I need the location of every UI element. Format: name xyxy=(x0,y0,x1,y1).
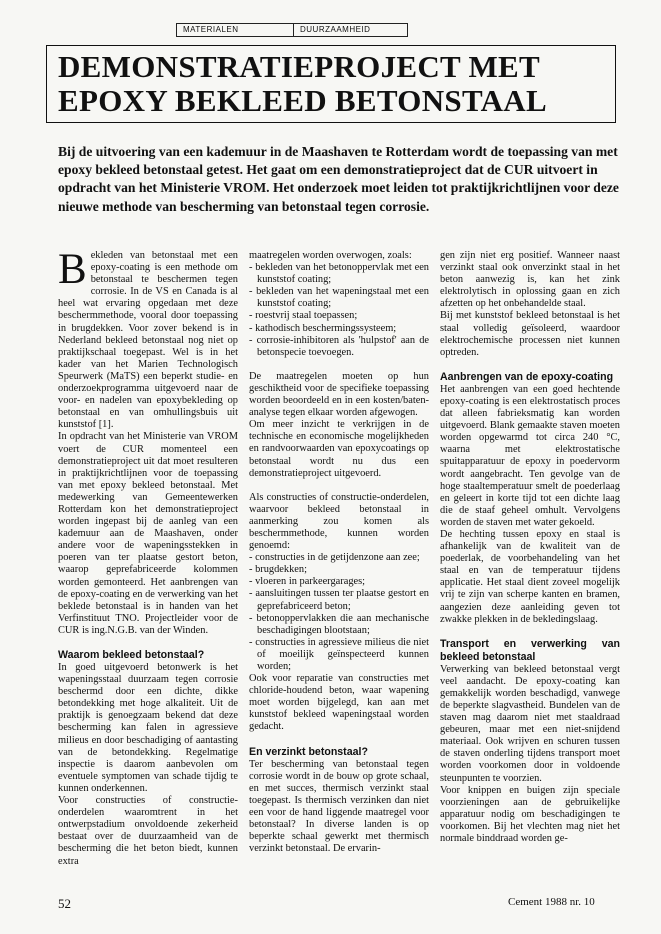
body-paragraph: Voor knippen en buigen zijn speciale voorzieningen aan de gebruikelijke apparatuur nodig om beschadigingen te voorkomen. Bij het vlechten mag niet het normale binddraad worden ge- xyxy=(440,784,620,845)
list-item: - kathodisch beschermingssysteem; xyxy=(249,323,429,335)
column-3 xyxy=(440,250,620,845)
body-paragraph: Ook voor reparatie van constructies met chloride-houdend beton, waar wapening moet worden bijgelegd, kan aan met kunststof bekleed wapeningstaal worden gedacht. xyxy=(249,673,429,733)
lead-paragraph: Bij de uitvoering van een kademuur in de Maashaven te Rotterdam wordt de toepassing van met epoxy bekleed betonstaal getest. Het gaat om een demonstratieproject dat de CUR uitvoert in opdracht van het Ministerie VROM. Het onderzoek moet leiden tot praktijkrichtlijnen voor deze nieuwe methode van bescherming van betonstaal tegen corrosie. xyxy=(58,144,619,214)
drop-cap: B xyxy=(58,246,87,293)
page-number: 52 xyxy=(58,896,71,911)
body-paragraph: De hechting tussen epoxy en staal is afhankelijk van de kwaliteit van de poederlak, de voorbehandeling van het staal en van de temperatuur tijdens applicatie. Het staal dient zoveel mogelijk vrij te zijn van scherpe kanten en bramen, aangezien deze aanleiding geven tot zwakke plekken in de bekledingslaag. xyxy=(440,528,620,625)
list-item: - corrosie-inhibitoren als 'hulpstof' aan de betonspecie toevoegen. xyxy=(249,335,429,359)
body-paragraph: Om meer inzicht te verkrijgen in de technische en economische mogelijkheden en randvoorwaarden van epoxycoatings op betonstaal wordt nu dus een demonstratieproject uitgevoerd. xyxy=(249,419,429,479)
intro-paragraph xyxy=(58,246,238,431)
list-item: - betonoppervlakken die aan mechanische beschadigingen blootstaan; xyxy=(249,613,429,637)
list-item: - brugdekken; xyxy=(249,564,429,576)
intro-text: ekleden van betonstaal met een epoxy-coating is een methode om betonstaal te beschermen tegen corrosie. In de VS en Canada is al heel wat ervaring opgedaan met deze beschermmethode, vooral door toepassing in brugdekken. Voor zover bekend is in Nederland bekleed betonstaal nog niet op praktijkschaal toegepast. Wel is in het kader van het Marien Technologisch Speurwerk (MaTS) een beperkt studie- en onderzoekprogramma uitgevoerd naar de voor- en nadelen van epoxybekleding op betonstaal en van omhullingsbuis uit kunststof [1]. xyxy=(58,250,238,431)
section-tabs xyxy=(176,23,408,37)
section-heading: En verzinkt betonstaal? xyxy=(249,745,368,758)
section-heading: Transport en verwerking van bekleed betonstaal xyxy=(440,637,620,663)
body-paragraph: Ter bescherming van betonstaal tegen corrosie wordt in de bouw op grote schaal, en met succes, thermisch verzinkt staal toegepast. Is thermisch verzinken dan niet een voor de hand liggende maatregel voor betonstaal? In diverse landen is op beperkte schaal gewerkt met thermisch verzinkt betonstaal. De ervarin- xyxy=(249,758,429,855)
list-item: - aansluitingen tussen ter plaatse gestort en geprefabriceerd beton; xyxy=(249,588,429,612)
body-paragraph: gen zijn niet erg positief. Wanneer naast verzinkt staal ook onverzinkt staal in het beton aanwezig is, kan het zink elektrolytisch in oplossing gaan en zich afzetten op het onbehandelde staal. xyxy=(440,250,620,310)
body-paragraph: De maatregelen moeten op hun geschiktheid voor de specifieke toepassing worden beoordeeld en in een kosten/baten-analyse tegen elkaar worden afgewogen. xyxy=(249,370,429,419)
body-paragraph: In goed uitgevoerd betonwerk is het wapeningsstaal duurzaam tegen corrosie beschermd door een dichte, dikke betondekking met hoge alkaliteit. Uit de praktijk is genoegzaam bekend dat deze bescherming kan falen in agressieve milieus en door beschadiging of aantasting van de betondekking. Regelmatige inspectie is daarom aanbevolen om eventuele symptomen van schade tijdig te kunnen onderkennen. xyxy=(58,662,238,794)
body-paragraph: Als constructies of constructie-onderdelen, waarvoor bekleed betonstaal in aanmerking zou komen als beschermmethode, kunnen worden genoemd: xyxy=(249,491,429,552)
body-paragraph: In opdracht van het Ministerie van VROM voert de CUR momenteel een demonstratieproject uit dat moet resulteren in praktijkrichtlijnen voor de toepassing van met epoxy bekleed betonstaal. Met medewerking van Gemeentewerken Rotterdam kon het demonstratieproject worden ingepast bij de aanleg van een kademuur aan de Maashaven, onder andere voor de wapeningsstekken in poeren van ter plaatse gestort beton, waarop geprefabriceerde kolommen worden gemonteerd. Het aanbrengen van de epoxy-coating en de verwerking van het beklede betonstaal is in handen van het Verfinstituut TNO. Projectleider voor de CUR is ing.N.G.B. van der Winden. xyxy=(58,431,238,636)
body-paragraph: Het aanbrengen van een goed hechtende epoxy-coating is een elektrostatisch proces dat alleen fabrieksmatig kan worden uitgevoerd. Blank gemaakte staven moeten worden opgewarmd tot circa 240 °C, waarna met elektrostatische spuitapparatuur de epoxy in poedervorm wordt aangebracht. Ten gevolge van de hoge staaltemperatuur smelt de poederlaag en geleert in korte tijd tot een dichte laag die de staaf geheel omhult. Vervolgens worden de staven met water gekoeld. xyxy=(440,383,620,528)
list-item: - constructies in de getijdenzone aan zee; xyxy=(249,552,429,564)
applications-list xyxy=(249,552,429,673)
list-item: - constructies in agressieve milieus die niet of moeilijk geïnspecteerd kunnen worden; xyxy=(249,637,429,673)
section-heading: Waarom bekleed betonstaal? xyxy=(58,649,205,661)
title-line-1: DEMONSTRATIEPROJECT MET xyxy=(58,49,541,84)
list-item: - bekleden van het betonoppervlak met een kunststof coating; xyxy=(249,262,429,286)
body-paragraph: maatregelen worden overwogen, zoals: xyxy=(249,250,412,261)
title-line-2: EPOXY BEKLEED BETONSTAAL xyxy=(58,83,547,118)
body-paragraph: Voor constructies of constructie-onderdelen waaromtrent in het ontwerpstadium onvoldoende zekerheid bestaat over de duurzaamheid van de bescherming die het beton biedt, kunnen extra xyxy=(58,795,238,867)
body-paragraph: Bij met kunststof bekleed betonstaal is het staal volledig geïsoleerd, waardoor elektrochemische processen niet kunnen optreden. xyxy=(440,310,620,358)
body-paragraph: Verwerking van bekleed betonstaal vergt veel aandacht. De epoxy-coating kan gemakkelijk worden beschadigd, vanwege de beperkte slagvastheid. Bundelen van de staven mag daarom niet met staaldraad gebeuren, maar met een niet-snijdend materiaal. Ook wrijven en schuren tussen de staven onderling tijdens transport moet worden voorkomen door in voldoende steunpunten te voorzien. xyxy=(440,663,620,784)
column-2 xyxy=(249,250,429,855)
page-title xyxy=(58,50,618,118)
list-item: - roestvrij staal toepassen; xyxy=(249,310,429,322)
list-item: - bekleden van het wapeningstaal met een kunststof coating; xyxy=(249,286,429,310)
tab-materialen: MATERIALEN xyxy=(176,23,294,37)
tab-duurzaamheid: DUURZAAMHEID xyxy=(294,23,408,37)
measures-list xyxy=(249,262,429,359)
list-item: - vloeren in parkeergarages; xyxy=(249,576,429,588)
section-heading: Aanbrengen van de epoxy-coating xyxy=(440,370,614,383)
magazine-issue: Cement 1988 nr. 10 xyxy=(508,896,595,908)
column-1 xyxy=(58,246,238,868)
